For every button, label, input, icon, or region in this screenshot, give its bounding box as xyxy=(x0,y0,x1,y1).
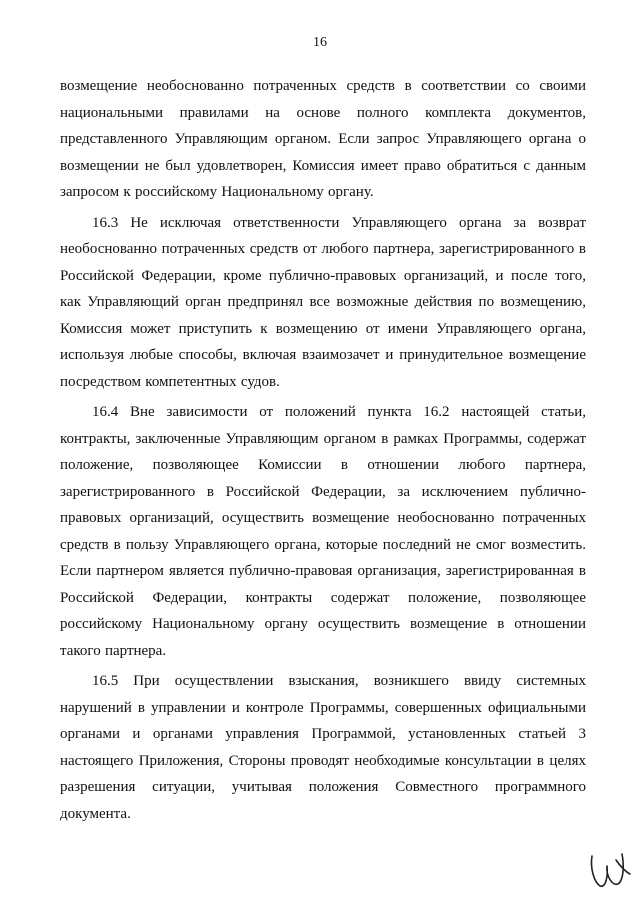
document-body xyxy=(60,73,586,831)
paragraph-16-4: 16.4 Вне зависимости от положений пункта 16.2 настоящей статьи, контракты, заключенные Управляющим органом в рамках Программы, содержат положение, позволяющее Комиссии в отношении любого партнера, зарегистрированного в Российской Федерации, за исключением публично-правовых организаций, осуществить возмещение необоснованно потраченных средств в пользу Управляющего органа, которые последний не смог возместить. Если партнером является публично-правовая организация, зарегистрированная в Российской Федерации, контракты содержат положение, позволяющее российскому Национальному органу осуществить возмещение в отношении такого партнера. xyxy=(60,404,586,659)
handwritten-signature xyxy=(586,842,632,892)
page-number: 16 xyxy=(313,35,327,50)
paragraph-continuation: возмещение необоснованно потраченных средств в соответствии со своими национальными правилами на основе полного комплекта документов, представленного Управляющим органом. Если запрос Управляющего органа о возмещении не был удовлетворен, Комиссия имеет право обратиться с данным запросом к российскому Национальному органу. xyxy=(60,78,586,200)
paragraph-16-3: 16.3 Не исключая ответственности Управляющего органа за возврат необоснованно потраченных средств от любого партнера, зарегистрированного в Российской Федерации, кроме публично-правовых организаций, и после того, как Управляющий орган предпринял все возможные действия по возмещению, Комиссия может приступить к возмещению от имени Управляющего органа, используя любые способы, включая взаимозачет и принудительное возмещение посредством компетентных судов. xyxy=(60,214,586,390)
paragraph-16-5: 16.5 При осуществлении взыскания, возникшего ввиду системных нарушений в управлении и контроле Программы, совершенных официальными органами и органами управления Программой, установленных статьей 3 настоящего Приложения, Стороны проводят необходимые консультации в целях разрешения ситуации, учитывая положения Совместного программного документа. xyxy=(60,673,586,822)
